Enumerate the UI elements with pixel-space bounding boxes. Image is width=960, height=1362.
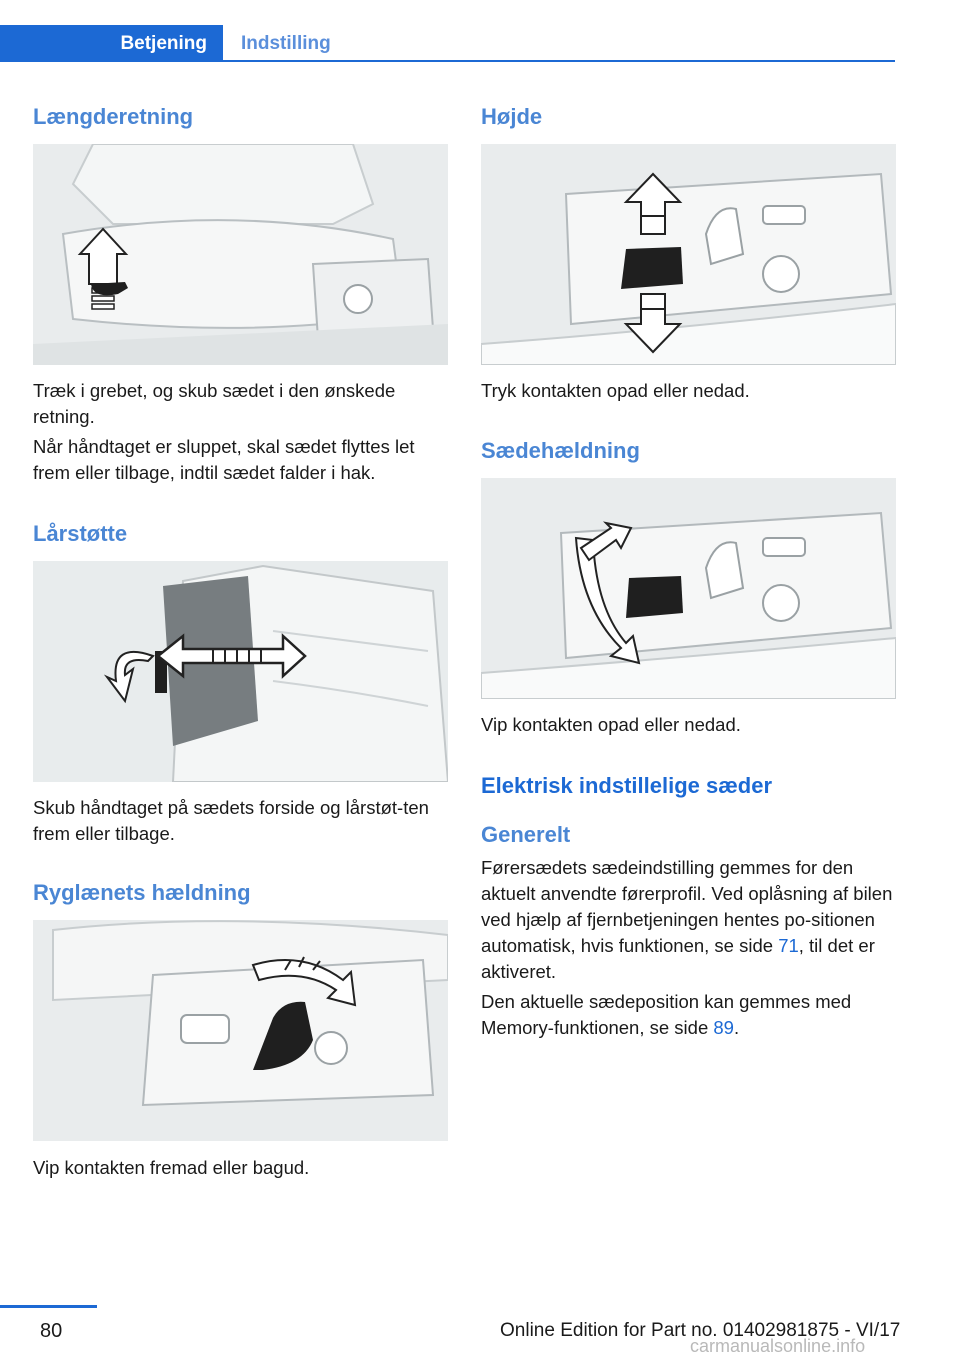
heading-ryglaenets-haeldning: Ryglænets hældning (33, 880, 251, 905)
page-link-71[interactable]: 71 (778, 935, 799, 956)
paragraph-generelt-1-end: , til det er aktiveret. (481, 935, 875, 982)
paragraph-laengderetning-2: Når håndtaget er sluppet, skal sædet flyttes let frem eller tilbage, indtil sædet falder i hak. (33, 436, 415, 483)
paragraph-hoejde-1: Tryk kontakten opad eller nedad. (481, 380, 750, 401)
edition-label: Online Edition for Part no. 01402981875 - VI/17 (500, 1320, 901, 1341)
header-rule (223, 60, 895, 62)
paragraph-saedehaeldning-1: Vip kontakten opad eller nedad. (481, 714, 741, 735)
paragraph-ryglaenets-haeldning-1: Vip kontakten fremad eller bagud. (33, 1157, 310, 1178)
paragraph-generelt-1-text: Førersædets sædeindstilling gemmes for den aktuelt anvendte førerprofil. Ved oplåsning af bilen ved hjælp af fjernbetjeningen hentes po‐sitionen automatisk, hvis funktionen, se side (481, 857, 893, 956)
subheading-generelt: Generelt (481, 822, 571, 847)
heading-elektrisk-indstillelige-saeder: Elektrisk indstillelige sæder (481, 773, 773, 798)
figure-backrest-tilt (33, 920, 448, 1141)
chapter-tab-bar (0, 25, 895, 62)
watermark: carmanualsonline.info (690, 1336, 866, 1356)
figure-thigh-support (33, 561, 448, 782)
figure-seat-longitudinal (33, 144, 448, 365)
footer-rule (0, 1305, 97, 1308)
page-number: 80 (40, 1320, 63, 1342)
tab-betjening-label: Betjening (120, 32, 207, 54)
paragraph-laengderetning-1: Træk i grebet, og skub sædet i den ønskede retning. (33, 380, 396, 427)
tab-indstilling-label: Indstilling (241, 32, 331, 54)
heading-laarstoette: Lårstøtte (33, 521, 128, 546)
paragraph-laarstoette-1: Skub håndtaget på sædets forside og lårstøt‐ten frem eller tilbage. (33, 797, 429, 844)
heading-hoejde: Højde (481, 104, 543, 129)
tab-indstilling[interactable] (223, 25, 331, 62)
figure-seat-height (481, 144, 896, 365)
heading-saedehaeldning: Sædehældning (481, 438, 640, 463)
paragraph-generelt-2-text: Den aktuelle sædeposition kan gemmes med Memory-funktionen, se side (481, 991, 852, 1038)
paragraph-generelt-2 (481, 989, 901, 1041)
paragraph-generelt-1 (481, 855, 901, 985)
paragraph-generelt-2-end: . (733, 1017, 740, 1038)
heading-laengderetning: Længderetning (33, 104, 194, 129)
page-link-89[interactable]: 89 (713, 1017, 734, 1038)
tab-betjening[interactable] (0, 25, 223, 62)
figure-seat-tilt (481, 478, 896, 699)
